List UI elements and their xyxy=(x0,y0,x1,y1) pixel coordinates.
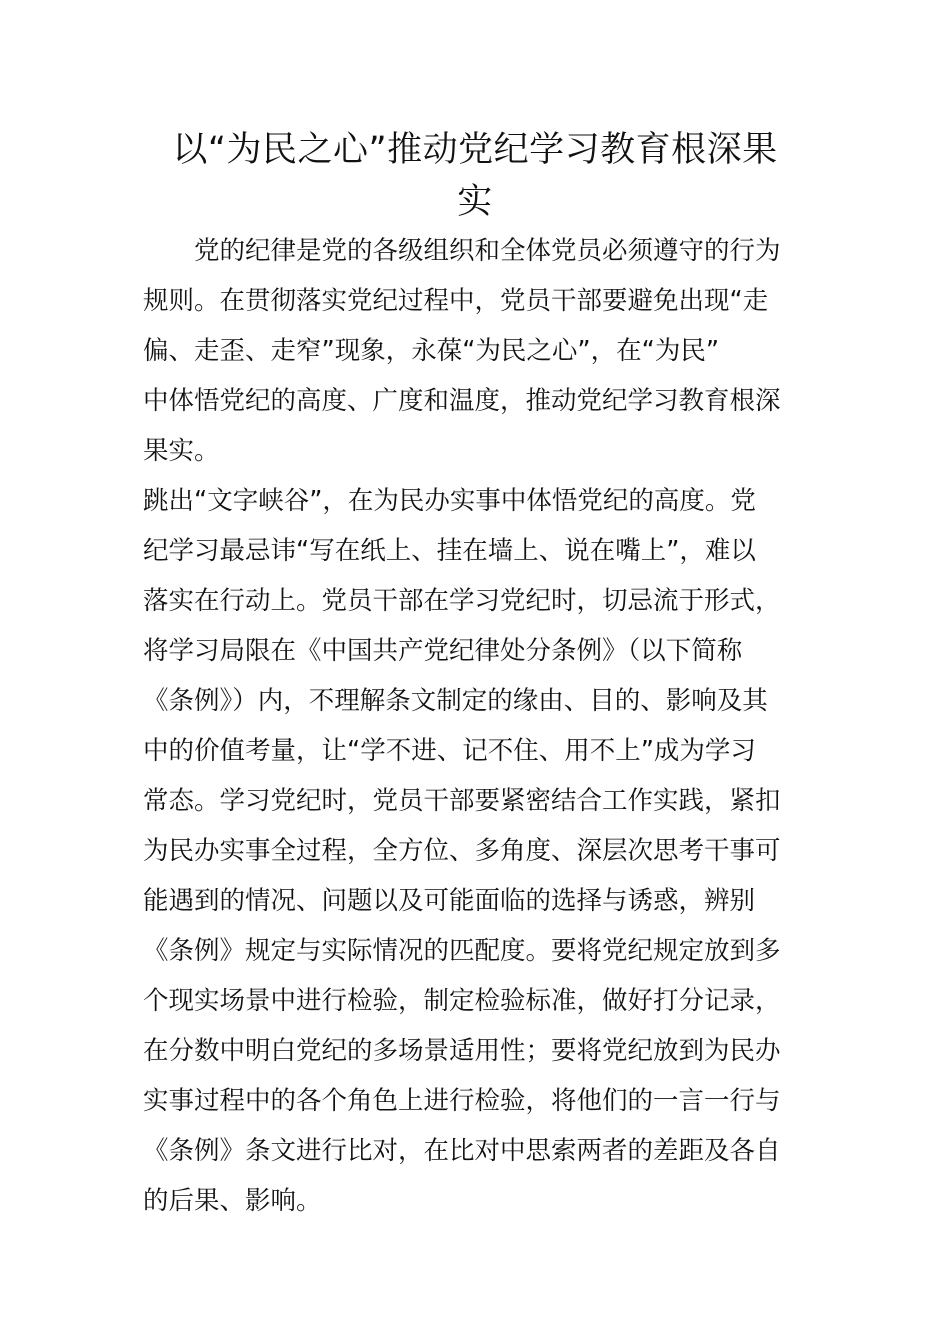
paragraph-line: 《条例》）内，不理解条文制定的缘由、目的、影响及其 xyxy=(143,686,768,716)
title-line: 以“为民之心”推动党纪学习教育根深果 xyxy=(172,130,778,170)
paragraph-line: 《条例》规定与实际情况的匹配度。要将党纪规定放到多 xyxy=(143,936,781,966)
paragraph-line: 为民办实事全过程，全方位、多角度、深层次思考干事可 xyxy=(143,836,781,866)
document-title xyxy=(140,124,810,228)
paragraph-line: 能遇到的情况、问题以及可能面临的选择与诱惑，辨别 xyxy=(143,886,756,916)
paragraph-line: 跳出“文字峡谷”，在为民办实事中体悟党纪的高度。党 xyxy=(143,486,756,516)
paragraph-intro xyxy=(143,226,811,476)
paragraph-line: 将学习局限在《中国共产党纪律处分条例》（以下简称 xyxy=(143,636,743,666)
paragraph-line: 实事过程中的各个角色上进行检验，将他们的一言一行与 xyxy=(143,1086,781,1116)
paragraph-line: 中的价值考量，让“学不进、记不住、用不上”成为学习 xyxy=(143,736,756,766)
paragraph-line: 纪学习最忌讳“写在纸上、挂在墙上、说在嘴上”，难以 xyxy=(143,536,756,566)
paragraph-line: 在分数中明白党纪的多场景适用性；要将党纪放到为民办 xyxy=(143,1036,781,1066)
paragraph-line: 的后果、影响。 xyxy=(143,1186,322,1216)
paragraph-line: 党的纪律是党的各级组织和全体党员必须遵守的行为 xyxy=(143,236,781,266)
paragraph-line: 规则。在贯彻落实党纪过程中，党员干部要避免出现“走 xyxy=(143,286,769,316)
paragraph-line: 《条例》条文进行比对，在比对中思索两者的差距及各自 xyxy=(143,1136,781,1166)
paragraph-line: 常态。学习党纪时，党员干部要紧密结合工作实践，紧扣 xyxy=(143,786,781,816)
paragraph-line: 中体悟党纪的高度、广度和温度，推动党纪学习教育根深 xyxy=(143,386,781,416)
title-line: 实 xyxy=(457,182,493,222)
paragraph-section-1 xyxy=(143,476,811,1226)
paragraph-line: 落实在行动上。党员干部在学习党纪时，切忌流于形式， xyxy=(143,586,781,616)
paragraph-line: 个现实场景中进行检验，制定检验标准，做好打分记录， xyxy=(143,986,781,1016)
paragraph-line: 偏、走歪、走窄”现象，永葆“为民之心”，在“为民” xyxy=(143,336,720,366)
paragraph-line: 果实。 xyxy=(143,436,220,466)
